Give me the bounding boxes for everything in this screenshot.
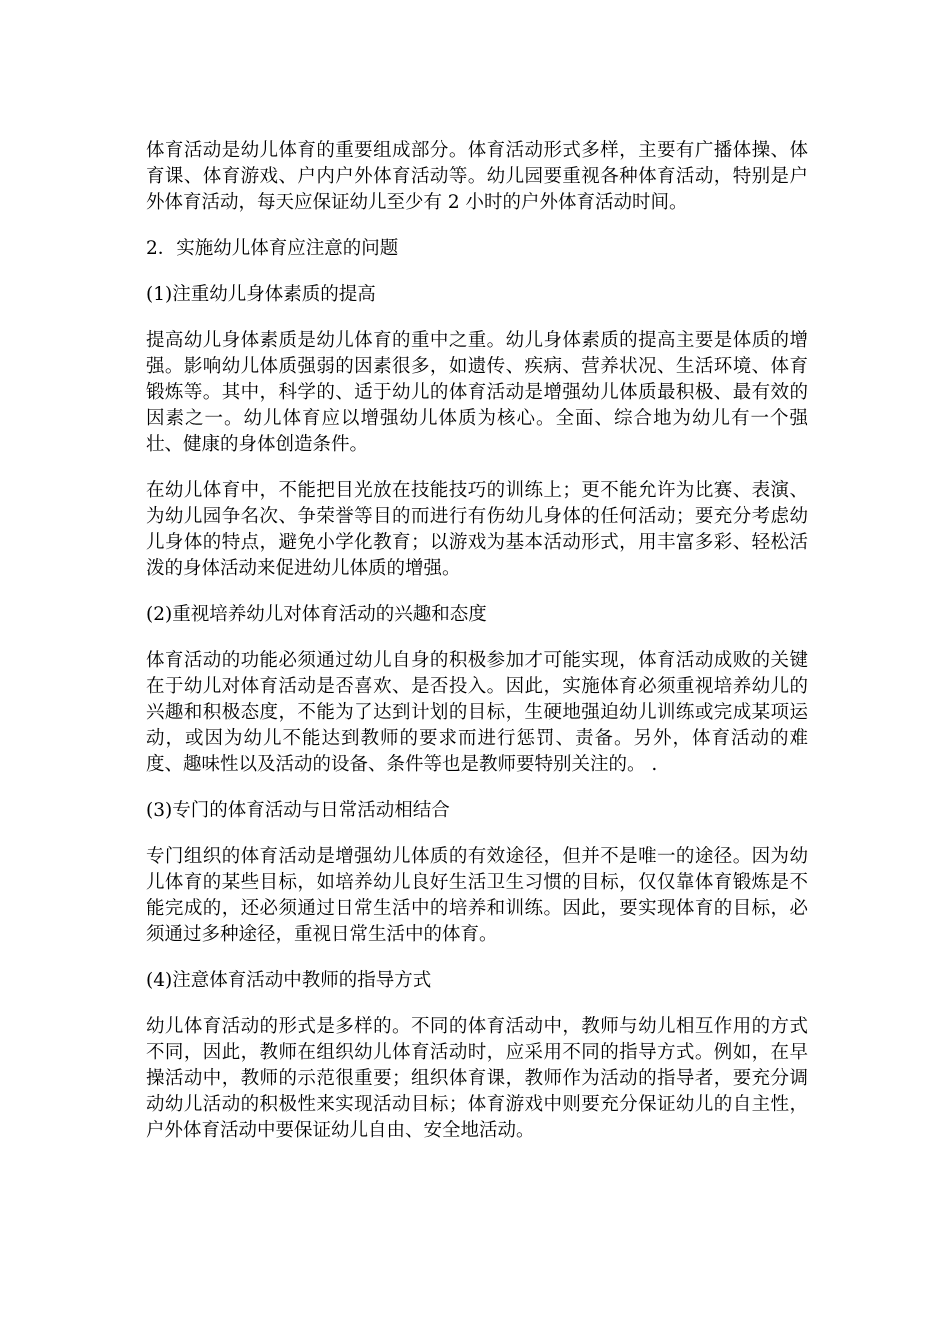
paragraph-intro: 体育活动是幼儿体育的重要组成部分。体育活动形式多样，主要有广播体操、体育课、体育游戏、户内户外体育活动等。幼儿园要重视各种体育活动，特别是户外体育活动，每天应保证幼儿至少有 2 小时的户外体育活动时间。 — [146, 140, 808, 213]
paragraph-daily-activities: 专门组织的体育活动是增强幼儿体质的有效途径，但并不是唯一的途径。因为幼儿体育的某些目标，如培养幼儿良好生活卫生习惯的目标，仅仅靠体育锻炼是不能完成的，还必须通过日常生活中的培养和训练。因此，要实现体育的目标，必须通过多种途径，重视日常生活中的体育。 — [146, 846, 808, 945]
paragraph-skills-training: 在幼儿体育中，不能把目光放在技能技巧的训练上；更不能允许为比赛、表演、为幼儿园争名次、争荣誉等目的而进行有伤幼儿身体的任何活动；要充分考虑幼儿身体的特点，避免小学化教育；以游戏为基本活动形式，用丰富多彩、轻松活泼的身体活动来促进幼儿体质的增强。 — [146, 480, 808, 579]
paragraph-interest-attitude: 体育活动的功能必须通过幼儿自身的积极参加才可能实现，体育活动成败的关键在于幼儿对体育活动是否喜欢、是否投入。因此，实施体育必须重视培养幼儿的兴趣和积极态度，不能为了达到计划的目标，生硬地强迫幼儿训练或完成某项运动，或因为幼儿不能达到教师的要求而进行惩罚、责备。另外，体育活动的难度、趣味性以及活动的设备、条件等也是教师要特别关注的。 . — [146, 650, 808, 775]
subheading-4: (4)注意体育活动中教师的指导方式 — [146, 970, 432, 991]
document-page — [146, 138, 808, 1164]
section-heading-2: 2．实施幼儿体育应注意的问题 — [146, 238, 399, 259]
subheading-2: (2)重视培养幼儿对体育活动的兴趣和态度 — [146, 604, 487, 625]
paragraph-teacher-guidance: 幼儿体育活动的形式是多样的。不同的体育活动中，教师与幼儿相互作用的方式不同，因此，教师在组织幼儿体育活动时，应采用不同的指导方式。例如，在早操活动中，教师的示范很重要；组织体育课，教师作为活动的指导者，要充分调动幼儿活动的积极性来实现活动目标；体育游戏中则要充分保证幼儿的自主性，户外体育活动中要保证幼儿自由、安全地活动。 — [146, 1016, 808, 1141]
paragraph-physical-quality: 提高幼儿身体素质是幼儿体育的重中之重。幼儿身体素质的提高主要是体质的增强。影响幼儿体质强弱的因素很多，如遗传、疾病、营养状况、生活环境、体育锻炼等。其中，科学的、适于幼儿的体育活动是增强幼儿体质最积极、最有效的因素之一。幼儿体育应以增强幼儿体质为核心。全面、综合地为幼儿有一个强壮、健康的身体创造条件。 — [146, 330, 808, 455]
subheading-1: (1)注重幼儿身体素质的提高 — [146, 284, 376, 305]
subheading-3: (3)专门的体育活动与日常活动相结合 — [146, 800, 450, 821]
